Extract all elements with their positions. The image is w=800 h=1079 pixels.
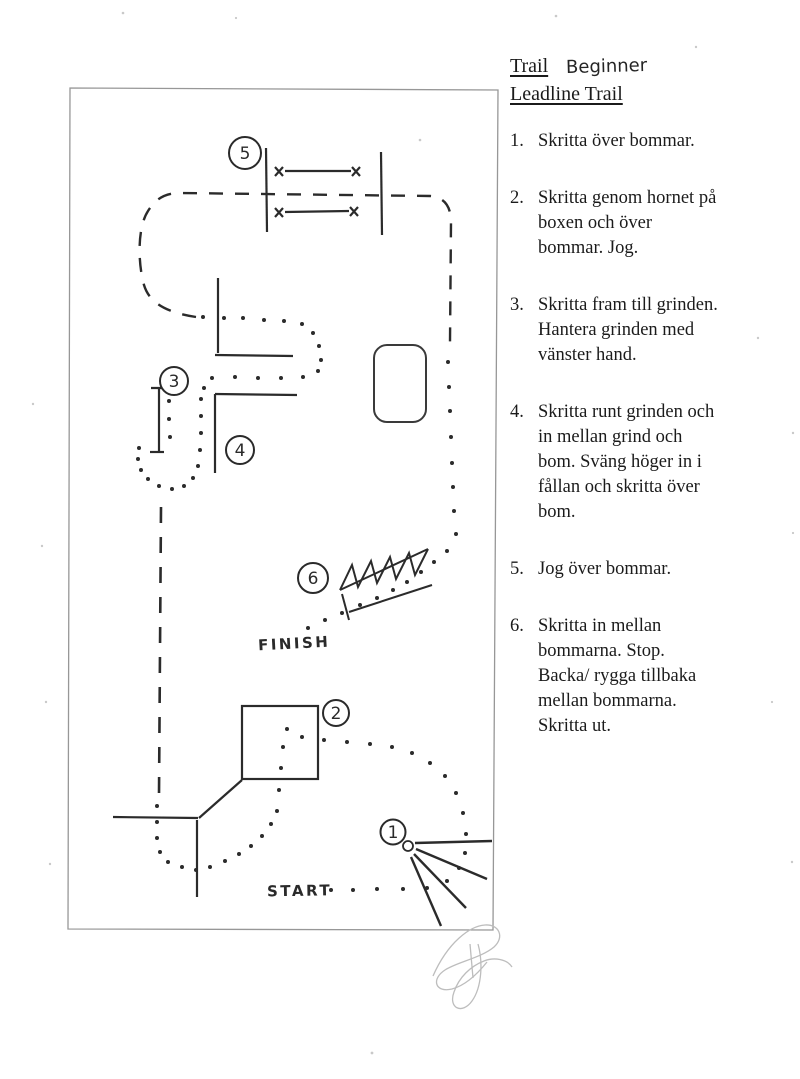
finish-label: FINISH: [257, 632, 331, 655]
instruction-text: Skritta genom hornet på boxen och över bommar. Jog.: [538, 188, 717, 258]
backthrough-chute: [340, 549, 432, 620]
instruction-text: Jog över bommar.: [538, 559, 672, 579]
instruction-text: Skritta över bommar.: [538, 131, 695, 151]
instruction-number: 1.: [510, 131, 524, 151]
instruction-text: Skritta fram till grinden. Hantera grinden med vänster hand.: [538, 295, 718, 365]
marker-5-label: 5: [239, 144, 251, 164]
obstacle5-poles: [266, 148, 382, 235]
corner-fence: [113, 780, 242, 897]
fan-pole-1: [415, 841, 492, 843]
instruction-item: [510, 293, 800, 368]
rounded-box-obstacle: [374, 345, 426, 422]
marker-4-label: 4: [234, 441, 246, 461]
marker-1: [381, 820, 406, 845]
pole-2: [285, 211, 349, 212]
pole-standard-left: [266, 148, 267, 232]
corner-horizontal: [113, 817, 198, 818]
marker-3: [160, 367, 188, 395]
instruction-item: [510, 129, 800, 154]
pole-standard-right: [381, 152, 382, 235]
instruction-text: Skritta runt grinden och in mellan grind och bom. Sväng höger in i fållan och skritta över bom.: [538, 402, 715, 522]
page-subtitle: Leadline Trail: [510, 83, 623, 105]
instruction-item: [510, 557, 800, 582]
title-line-1: [510, 53, 800, 81]
instruction-list: [510, 129, 800, 739]
marker-5: [229, 137, 261, 169]
instruction-item: [510, 400, 800, 525]
instruction-item: [510, 614, 800, 739]
signature-squiggle: [433, 925, 512, 1009]
title-block: [510, 53, 800, 109]
rail-horizontal-lower: [215, 394, 297, 395]
gate: [150, 388, 169, 452]
arena-frame: [68, 88, 498, 930]
instruction-number: 2.: [510, 188, 524, 208]
instruction-number: 3.: [510, 295, 524, 315]
pole-fan: [411, 841, 492, 926]
pole-1-x-left: [275, 167, 283, 176]
pole-1-x-right: [352, 167, 360, 176]
chute-bottom-rail: [349, 585, 432, 612]
marker-3-label: 3: [168, 372, 180, 392]
marker-2-label: 2: [330, 704, 342, 724]
title-line-2: [510, 81, 800, 109]
chute-end-post: [342, 594, 349, 620]
start-label: START: [266, 881, 333, 901]
marker-1-label: 1: [387, 823, 399, 843]
marker-6-label: 6: [307, 569, 319, 589]
instruction-text: Skritta in mellan bommarna. Stop. Backa/ rygga tillbaka mellan bommarna. Skritta ut.: [538, 616, 697, 736]
jog-path-left: [159, 507, 161, 795]
corner-diagonal: [199, 780, 242, 818]
title-handwritten-level: Beginner: [565, 54, 648, 79]
instruction-number: 6.: [510, 616, 524, 636]
fan-pole-2: [416, 849, 487, 879]
page-title: Trail: [510, 55, 549, 77]
instruction-number: 4.: [510, 402, 524, 422]
marker-6: [298, 563, 328, 593]
pole-2-x-left: [275, 208, 283, 217]
jog-path-top-loop: [140, 193, 451, 342]
start-cone: [403, 841, 413, 851]
marker-2: [323, 700, 349, 726]
pole-2-x-right: [350, 207, 358, 216]
instruction-item: [510, 186, 800, 261]
walk-dots: [136, 315, 468, 892]
marker-4: [226, 436, 254, 464]
rail-horizontal-upper: [215, 355, 293, 356]
instruction-column: [510, 53, 800, 771]
instruction-number: 5.: [510, 559, 524, 579]
